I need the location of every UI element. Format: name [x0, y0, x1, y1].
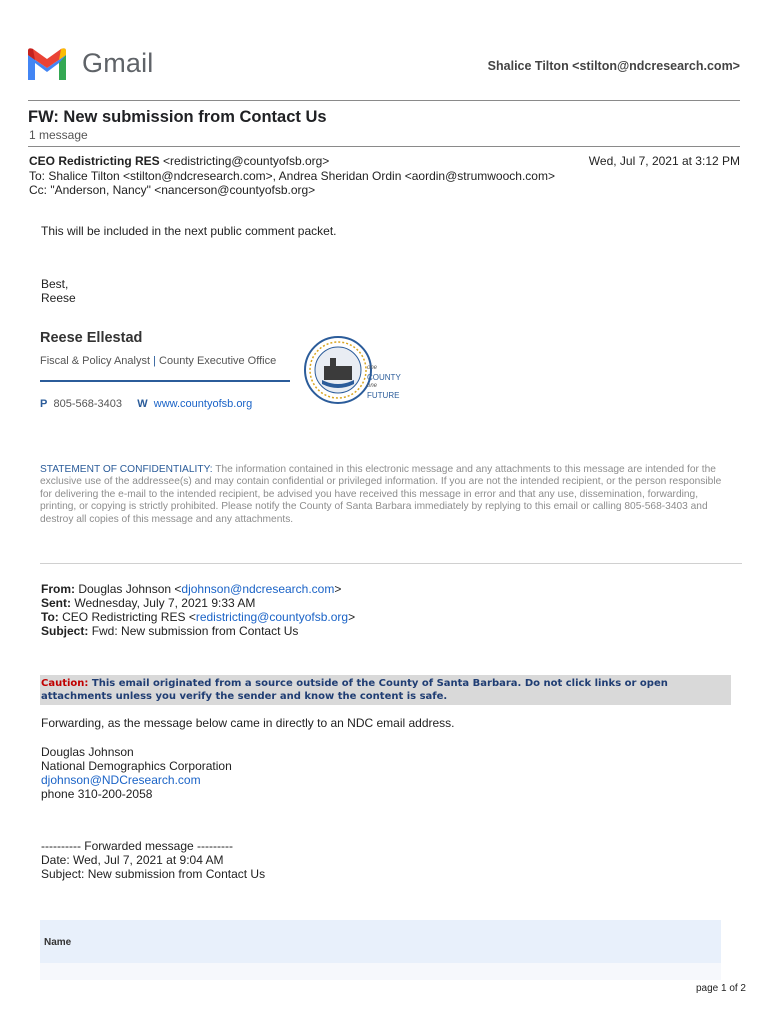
signoff: Reese	[41, 291, 76, 305]
county-slogan: one COUNTY one FUTURE	[367, 365, 401, 400]
signature-phone: 805-568-3403	[53, 398, 122, 410]
fwd-to-email-link[interactable]: redistricting@countyofsb.org	[195, 610, 349, 624]
signature-contact: P 805-568-3403 W www.countyofsb.org	[40, 398, 253, 410]
fwd-from: From: Douglas Johnson <djohnson@ndcresearch.com>	[41, 582, 342, 596]
message-from	[29, 154, 329, 168]
gmail-wordmark: Gmail	[82, 48, 154, 78]
fwd-from-email-link[interactable]: djohnson@ndcresearch.com	[181, 582, 335, 596]
caution-banner: Caution: This email originated from a source outside of the County of Santa Barbara. Do not click links or open attachments unless you verify the sender and know the content is safe.	[40, 675, 731, 705]
fwd-sig-email-link[interactable]: djohnson@NDCresearch.com	[41, 773, 201, 787]
fwd-sig-org: National Demographics Corporation	[41, 759, 232, 773]
confidentiality-statement: STATEMENT OF CONFIDENTIALITY: The information contained in this electronic message and any attachments to this message are intended for the exclusive use of the addressee(s) and may contain confidential or privileged information. If you are not the intended recipient, or the person responsible for delivering the e-mail to the intended recipient, be advised you have received this message in error and that any use, dissemination, forwarding, printing, or copying is strictly prohibited. Please notify the County of Santa Barbara immediately by replying to this email or calling 805-568-3403 and destroy all copies of this message and any attachments.	[40, 464, 722, 525]
submission-name-row	[40, 920, 721, 963]
fwd-to: To: CEO Redistricting RES <redistricting@countyofsb.org>	[41, 610, 356, 624]
signature-name: Reese Ellestad	[40, 330, 143, 346]
sender-address: <redistricting@countyofsb.org>	[163, 154, 330, 168]
section-divider	[40, 563, 742, 564]
closing: Best,	[41, 277, 69, 291]
forwarded-date: Date: Wed, Jul 7, 2021 at 9:04 AM	[41, 853, 224, 867]
forwarding-note: Forwarding, as the message below came in directly to an NDC email address.	[41, 716, 455, 730]
signature-website-link[interactable]: www.countyofsb.org	[153, 398, 253, 410]
gmail-logo-icon	[25, 46, 69, 82]
signature-divider	[40, 380, 290, 382]
fwd-sent: Sent: Wednesday, July 7, 2021 9:33 AM	[41, 596, 256, 610]
thread-subject: FW: New submission from Contact Us	[28, 108, 327, 126]
account-identity: Shalice Tilton <stilton@ndcresearch.com>	[487, 59, 740, 73]
fwd-sig-name: Douglas Johnson	[41, 745, 134, 759]
forwarded-subject: Subject: New submission from Contact Us	[41, 867, 266, 881]
message-cc: Cc: "Anderson, Nancy" <nancerson@countyofsb.org>	[29, 183, 316, 197]
signature-title: Fiscal & Policy Analyst | County Executive Office	[40, 355, 277, 367]
message-body: This will be included in the next public comment packet.	[41, 224, 337, 238]
message-date: Wed, Jul 7, 2021 at 3:12 PM	[588, 154, 740, 168]
fwd-subject: Subject: Fwd: New submission from Contact Us	[41, 624, 299, 638]
message-count: 1 message	[29, 128, 88, 142]
submission-name-label: Name	[44, 937, 72, 948]
header-divider	[28, 100, 740, 101]
county-seal-icon	[304, 336, 372, 404]
message-to: To: Shalice Tilton <stilton@ndcresearch.com>, Andrea Sheridan Ordin <aordin@strumwooch.com>	[29, 169, 555, 183]
page-number: page 1 of 2	[695, 983, 746, 994]
sender-name: CEO Redistricting RES	[29, 154, 160, 168]
subject-divider	[28, 146, 740, 147]
fwd-sig-phone: phone 310-200-2058	[41, 787, 153, 801]
forwarded-marker: ---------- Forwarded message ---------	[41, 839, 233, 853]
